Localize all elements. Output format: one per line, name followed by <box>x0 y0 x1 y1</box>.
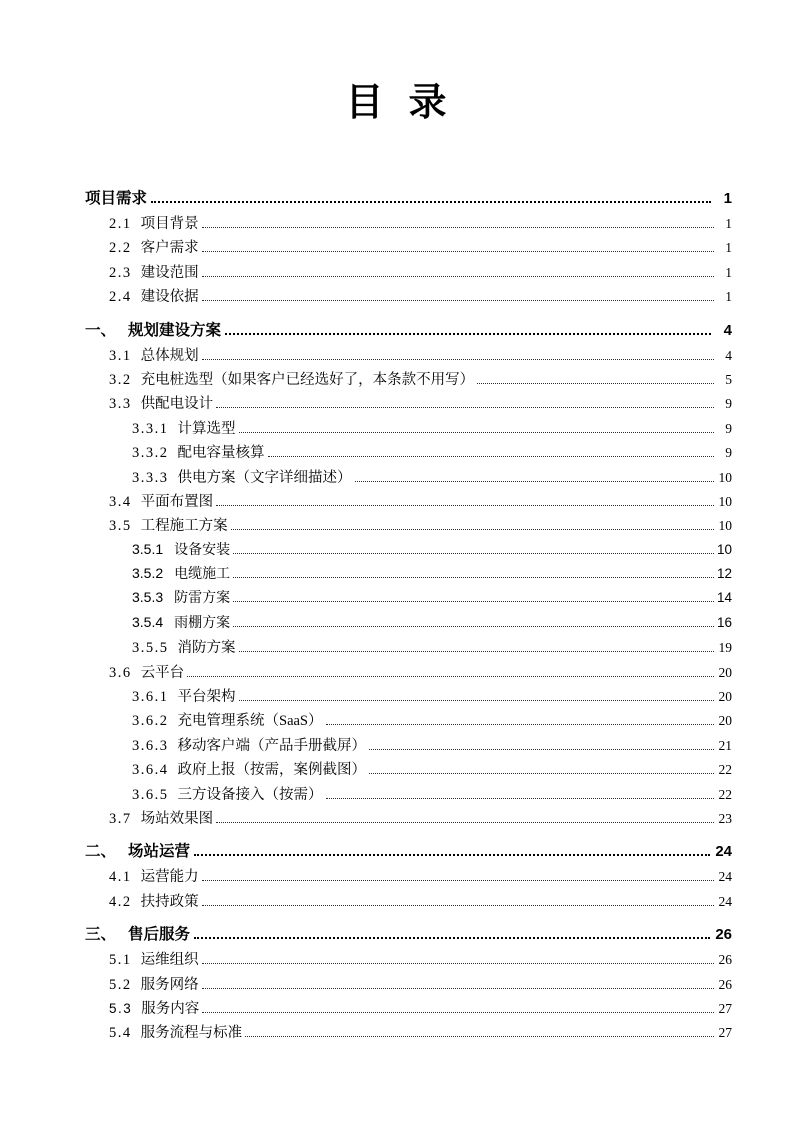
toc-entry[interactable] <box>85 417 732 441</box>
toc-entry[interactable] <box>85 685 732 709</box>
toc-entry-text: 配电容量核算 <box>177 445 265 462</box>
dot-leader <box>194 937 710 939</box>
toc-entry[interactable] <box>85 318 732 344</box>
toc-entry-number: 3.3.3 <box>132 469 169 486</box>
toc-entry-text: 服务网络 <box>140 976 199 993</box>
dot-leader <box>216 822 714 823</box>
toc-list <box>85 186 732 1046</box>
toc-entry-number: 3.5.4 <box>132 613 164 630</box>
toc-entry-number: 3.6 <box>109 664 132 681</box>
dot-leader <box>202 300 714 301</box>
toc-entry[interactable] <box>85 285 732 309</box>
toc-entry-number: 3.6.4 <box>132 762 169 779</box>
dot-leader <box>233 601 714 602</box>
toc-entry-text: 三方设备接入（按需） <box>177 786 323 803</box>
toc-entry-page: 1 <box>725 289 732 305</box>
toc-entry-text: 场站效果图 <box>140 810 214 827</box>
toc-entry[interactable] <box>85 514 732 538</box>
toc-entry-text: 雨棚方案 <box>174 613 231 630</box>
dot-leader <box>202 359 714 360</box>
toc-entry-page: 24 <box>718 893 732 909</box>
dot-leader <box>202 905 714 906</box>
toc-entry[interactable] <box>85 466 732 490</box>
toc-entry-page: 9 <box>725 396 732 412</box>
toc-entry[interactable] <box>85 344 732 368</box>
page-title: 目 录 <box>345 82 449 124</box>
toc-entry[interactable] <box>85 563 732 587</box>
toc-entry-number: 3.5.1 <box>132 540 164 557</box>
toc-entry[interactable] <box>85 890 732 914</box>
toc-entry-page: 12 <box>716 566 732 582</box>
toc-entry-text: 售后服务 <box>128 926 191 944</box>
toc-entry[interactable] <box>85 839 732 865</box>
dot-leader <box>202 1012 714 1013</box>
dot-leader <box>187 676 714 677</box>
toc-entry-number: 二、 <box>85 843 117 861</box>
toc-entry-text: 服务内容 <box>141 1000 200 1017</box>
toc-entry-page: 14 <box>716 590 732 606</box>
dot-leader <box>233 626 714 627</box>
toc-entry[interactable] <box>85 783 732 807</box>
dot-leader <box>202 276 714 277</box>
toc-entry-page: 20 <box>718 664 732 680</box>
toc-entry[interactable] <box>85 709 732 733</box>
toc-entry-text: 电缆施工 <box>174 565 231 582</box>
toc-entry-number: 2.1 <box>109 216 132 232</box>
toc-entry[interactable] <box>85 636 732 660</box>
toc-entry-page: 10 <box>716 541 732 557</box>
toc-entry-text: 项目需求 <box>85 190 148 207</box>
toc-entry-number: 3.3 <box>109 396 132 413</box>
toc-entry-number: 5.1 <box>109 952 132 969</box>
toc-entry-page: 20 <box>718 713 732 729</box>
toc-entry[interactable] <box>85 236 732 260</box>
toc-entry-page: 22 <box>718 762 732 778</box>
toc-entry-text: 服务流程与标准 <box>140 1025 243 1042</box>
dot-leader <box>239 651 715 652</box>
toc-entry-number: 3.3.1 <box>132 420 169 437</box>
toc-entry-page: 1 <box>725 216 732 231</box>
toc-entry-text: 平台架构 <box>177 689 236 706</box>
dot-leader <box>202 988 714 989</box>
toc-entry[interactable] <box>85 392 732 416</box>
toc-entry-page: 16 <box>716 614 732 630</box>
toc-entry-page: 20 <box>718 689 732 705</box>
dot-leader <box>216 505 714 506</box>
toc-entry-page: 22 <box>718 786 732 802</box>
toc-entry-number: 3.6.3 <box>132 737 169 754</box>
dot-leader <box>225 333 711 335</box>
dot-leader <box>326 798 715 799</box>
toc-entry-number: 3.6.2 <box>132 713 169 730</box>
dot-leader <box>216 407 714 408</box>
toc-entry-number: 3.5.2 <box>132 565 164 582</box>
toc-entry-page: 24 <box>718 869 732 885</box>
dot-leader <box>233 553 714 554</box>
dot-leader <box>326 724 715 725</box>
toc-entry-text: 客户需求 <box>140 240 199 257</box>
toc-entry-text: 建设范围 <box>140 264 199 281</box>
toc-entry-text: 规划建设方案 <box>128 321 222 339</box>
dot-leader <box>194 854 710 856</box>
toc-entry-page: 27 <box>718 1025 732 1041</box>
toc-entry[interactable] <box>85 186 732 212</box>
toc-entry-page: 26 <box>718 952 732 968</box>
toc-entry[interactable] <box>85 261 732 285</box>
toc-entry-text: 充电管理系统（SaaS） <box>177 713 323 730</box>
toc-entry-page: 5 <box>725 371 732 387</box>
toc-entry-text: 供配电设计 <box>140 396 214 413</box>
dot-leader <box>355 481 715 482</box>
toc-entry[interactable] <box>85 539 732 563</box>
toc-entry-page: 27 <box>718 1000 732 1016</box>
toc-entry-number: 5.2 <box>109 976 132 993</box>
toc-entry-text: 建设依据 <box>140 289 199 306</box>
toc-entry-number: 3.6.5 <box>132 786 169 803</box>
toc-entry[interactable] <box>85 587 732 611</box>
toc-entry[interactable] <box>85 948 732 972</box>
toc-entry-number: 3.2 <box>109 371 132 388</box>
toc-entry-page: 4 <box>725 347 732 363</box>
toc-entry-number: 3.1 <box>109 347 132 364</box>
toc-entry-text: 防雷方案 <box>174 589 231 606</box>
toc-entry-number: 2.3 <box>109 264 132 281</box>
toc-entry[interactable] <box>85 212 732 236</box>
dot-leader <box>477 383 714 384</box>
toc-entry-page: 21 <box>718 737 732 753</box>
toc-entry-text: 运营能力 <box>140 869 199 886</box>
dot-leader <box>239 432 715 433</box>
toc-entry-page: 10 <box>718 469 732 485</box>
toc-entry[interactable] <box>85 807 732 831</box>
toc-entry-number: 3.5.5 <box>132 640 169 657</box>
toc-entry-page: 1 <box>725 264 732 280</box>
toc-entry-page: 4 <box>723 321 732 339</box>
toc-entry[interactable] <box>85 490 732 514</box>
dot-leader <box>202 880 714 881</box>
toc-entry-text: 政府上报（按需，案例截图） <box>177 762 366 779</box>
toc-entry-page: 26 <box>715 926 732 944</box>
toc-entry-number: 2.2 <box>109 240 132 257</box>
toc-entry-number: 4.1 <box>109 869 132 886</box>
toc-entry-text: 计算选型 <box>177 420 236 437</box>
toc-entry-text: 充电桩选型（如果客户已经选好了，本条款不用写） <box>140 371 475 388</box>
toc-entry-page: 9 <box>725 420 732 436</box>
toc-entry-number: 3.7 <box>109 810 132 827</box>
toc-entry-text: 云平台 <box>140 664 185 681</box>
toc-entry-text: 运维组织 <box>140 952 199 969</box>
toc-entry[interactable] <box>85 973 732 997</box>
toc-entry-page: 19 <box>718 640 732 656</box>
toc-entry-text: 工程施工方案 <box>140 518 228 535</box>
toc-entry-number: 2.4 <box>109 289 132 306</box>
dot-leader <box>231 529 714 530</box>
toc-entry-number: 三、 <box>85 926 117 944</box>
toc-entry-number: 3.4 <box>109 493 132 510</box>
toc-entry-number: 3.5.3 <box>132 589 164 606</box>
dot-leader <box>202 251 714 252</box>
dot-leader <box>202 963 714 964</box>
dot-leader <box>268 456 715 457</box>
toc-entry-page: 24 <box>715 843 732 861</box>
dot-leader <box>202 227 714 228</box>
toc-entry[interactable] <box>85 865 732 889</box>
toc-entry[interactable] <box>85 922 732 948</box>
toc-entry-page: 10 <box>718 518 732 534</box>
toc-entry-text: 总体规划 <box>140 347 199 364</box>
toc-entry-number: 3.3.2 <box>132 445 169 462</box>
toc-entry-number: 3.6.1 <box>132 689 169 706</box>
toc-entry-number: 5.4 <box>109 1025 132 1042</box>
toc-entry-text: 消防方案 <box>177 640 236 657</box>
toc-entry-text: 扶持政策 <box>140 893 199 910</box>
toc-entry[interactable] <box>85 661 732 685</box>
toc-entry[interactable] <box>85 1021 732 1045</box>
toc-entry[interactable] <box>85 441 732 465</box>
toc-entry-text: 移动客户端（产品手册截屏） <box>177 737 366 754</box>
toc-entry[interactable] <box>85 758 732 782</box>
dot-leader <box>239 700 715 701</box>
toc-entry[interactable] <box>85 997 732 1021</box>
toc-entry-page: 9 <box>725 445 732 461</box>
dot-leader <box>245 1036 714 1037</box>
toc-entry-text: 项目背景 <box>140 216 199 232</box>
dot-leader <box>369 773 714 774</box>
toc-entry-number: 5.3 <box>109 1000 133 1016</box>
dot-leader <box>151 201 711 203</box>
toc-entry-number: 一、 <box>85 321 117 339</box>
dot-leader <box>233 577 714 578</box>
toc-entry-text: 场站运营 <box>128 843 191 861</box>
toc-entry-number: 4.2 <box>109 893 132 910</box>
toc-entry-page: 10 <box>718 493 732 509</box>
toc-entry-page: 1 <box>723 190 732 207</box>
toc-entry-number: 3.5 <box>109 518 132 535</box>
toc-entry-text: 平面布置图 <box>140 493 214 510</box>
toc-entry-text: 供电方案（文字详细描述） <box>177 469 352 486</box>
toc-entry[interactable] <box>85 734 732 758</box>
toc-entry-page: 26 <box>718 976 732 992</box>
toc-entry-page: 23 <box>718 810 732 826</box>
toc-entry-text: 设备安装 <box>174 540 231 557</box>
dot-leader <box>369 749 714 750</box>
toc-entry-page: 1 <box>725 240 732 256</box>
toc-entry[interactable] <box>85 368 732 392</box>
toc-entry[interactable] <box>85 612 732 636</box>
